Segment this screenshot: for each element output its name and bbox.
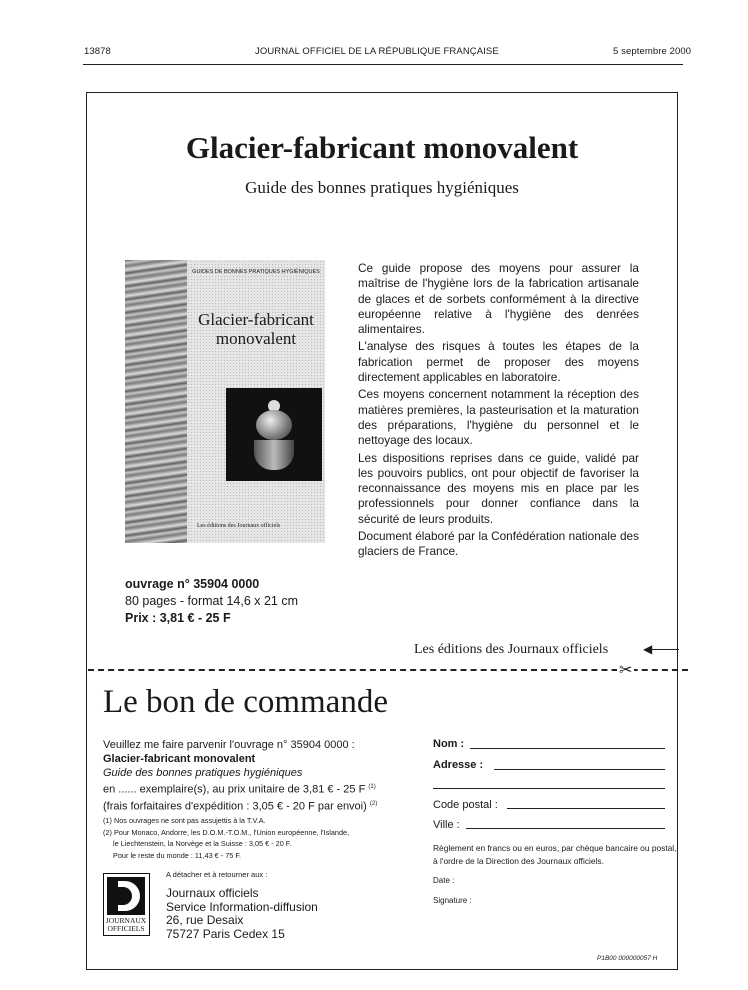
cover-publisher: Les éditions des Journaux officiels [197, 523, 281, 529]
order-form-title: Le bon de commande [103, 684, 388, 720]
detach-instruction: A détacher et à retourner aux : [166, 870, 268, 879]
payment-instructions: Règlement en francs ou en euros, par chèque bancaire ou postal, à l'ordre de la Direction des Journaux officiels. [433, 843, 677, 866]
advert-subtitle: Guide des bonnes pratiques hygiéniques [245, 178, 519, 197]
postal-code-label: Code postal : [433, 799, 498, 811]
book-description [358, 261, 639, 562]
cover-title-line2: monovalent [215, 329, 297, 348]
footnote-2-cont: le Liechtenstein, la Norvège et la Suisse : 3,05 € - 20 F. [113, 839, 292, 848]
book-format: 80 pages - format 14,6 x 21 cm [125, 594, 299, 608]
description-paragraph: L'analyse des risques à toutes les étapes de la fabrication permet de proposer des moyens directement applicables en laboratoire. [358, 339, 639, 385]
city-label: Ville : [433, 819, 460, 831]
copies-text: en ...... exemplaire(s), au prix unitaire de 3,81 € - 25 F [103, 783, 366, 796]
book-details [125, 576, 298, 627]
order-details [103, 738, 403, 813]
name-label: Nom : [433, 738, 465, 750]
description-paragraph: Ces moyens concernent notamment la réception des matières premières, la pasteurisation et la maturation des préparations, l'hygiène du personnel et le nettoyage des locaux. [358, 387, 639, 448]
cover-series: GUIDES DE BONNES PRATIQUES HYGIÉNIQUES [192, 269, 320, 275]
book-reference: ouvrage n° 35904 0000 [125, 577, 260, 591]
address-field-line2[interactable] [433, 788, 665, 789]
scissors-icon: ✂ [619, 662, 633, 679]
advert-title: Glacier-fabricant monovalent [185, 130, 579, 165]
signature-label: Signature : [433, 896, 472, 905]
address-line: 75727 Paris Cedex 15 [166, 926, 285, 941]
document-code: P1B00 000000057 H [597, 955, 658, 962]
date-label: Date : [433, 876, 455, 885]
journal-title: JOURNAL OFFICIEL DE LA RÉPUBLIQUE FRANÇAISE [255, 46, 499, 57]
cut-line [88, 669, 688, 671]
description-paragraph: Les dispositions reprises dans ce guide, validé par les pouvoirs publics, ont pour objectif de favoriser la reconnaissance des moyens mis en place par les professionnels pour donner confiance dans la sécurité de leurs produits. [358, 450, 639, 526]
footnote-2-world: Pour le reste du monde : 11,43 € - 75 F. [113, 850, 242, 860]
name-field[interactable] [470, 748, 665, 749]
ice-cream-photo [226, 388, 322, 481]
description-paragraph: Ce guide propose des moyens pour assurer la maîtrise de l'hygiène lors de la fabrication artisanale de glaces et de sorbets conformément à la directive européenne relative à l'hygiène des denrées alimentaires. [358, 261, 639, 337]
mailing-address [166, 887, 318, 941]
order-intro: Veuillez me faire parvenir l'ouvrage n° 35904 0000 : [103, 739, 355, 751]
issue-date: 5 septembre 2000 [613, 46, 692, 57]
copies-note-ref: (1) [368, 784, 376, 790]
city-field[interactable] [466, 828, 665, 829]
journaux-officiels-logo [103, 873, 150, 936]
cover-title [187, 310, 325, 348]
shipping-text: (frais forfaitaires d'expédition : 3,05 € - 20 F par envoi) [103, 800, 367, 813]
description-paragraph: Document élaboré par la Confédération nationale des glaciers de France. [358, 529, 639, 559]
cover-title-line1: Glacier-fabricant [198, 310, 314, 329]
header-rule [83, 64, 683, 65]
ice-cream-cup [254, 440, 294, 470]
order-copies-line[interactable] [103, 780, 403, 797]
book-price: Prix : 3,81 € - 25 F [125, 611, 231, 625]
arrow-left-icon: ◀ [643, 642, 653, 656]
page-number: 13878 [84, 46, 111, 57]
order-book-title: Glacier-fabricant monovalent [103, 753, 256, 765]
address-field[interactable] [494, 769, 665, 770]
order-book-subtitle: Guide des bonnes pratiques hygiéniques [103, 767, 303, 779]
book-cover-image [125, 260, 325, 543]
shipping-note-ref: (2) [369, 800, 378, 807]
address-line: Journaux officiels [166, 886, 259, 900]
footnote-2: (2) Pour Monaco, Andorre, les D.O.M.-T.O.M., l'Union européenne, l'Islande, [103, 827, 350, 837]
address-label: Adresse : [433, 759, 484, 771]
address-line: 26, rue Desaix [166, 913, 244, 927]
ice-cream-scoop [256, 410, 292, 440]
footnote-1: (1) Nos ouvrages ne sont pas assujettis à la T.V.A. [103, 816, 266, 825]
logo-text-line2: OFFICIELS [107, 924, 145, 933]
address-line: Service Information-diffusion [166, 899, 318, 914]
order-shipping-line [103, 797, 403, 814]
publisher-name: Les éditions des Journaux officiels [414, 642, 609, 657]
footnotes [103, 815, 403, 861]
logo-text-line1: JOURNAUX [105, 916, 147, 925]
postal-code-field[interactable] [507, 808, 665, 809]
